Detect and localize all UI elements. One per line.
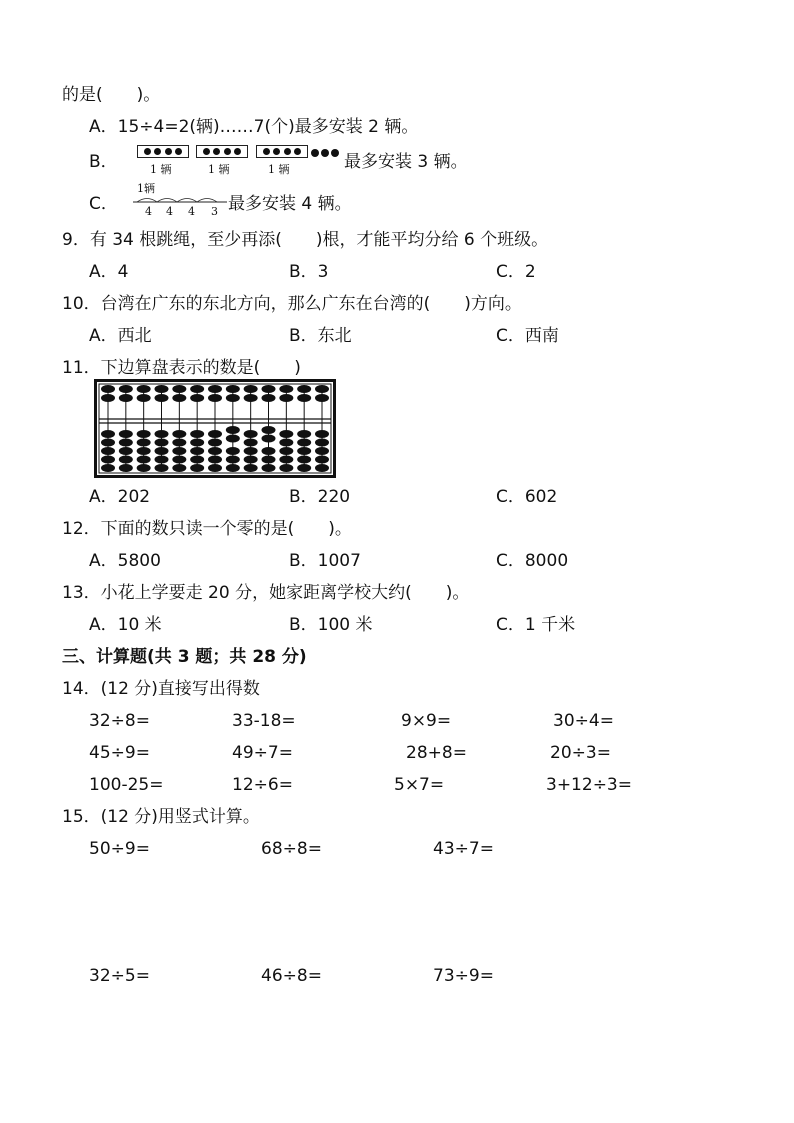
abacus-bead	[155, 385, 169, 393]
car-group-box-3	[256, 145, 308, 158]
segment-number: 4	[166, 205, 173, 218]
abacus-bead	[172, 464, 186, 472]
q15-stem: 15．(12 分)用竖式计算。	[62, 807, 260, 827]
q14-item: 33-18=	[232, 711, 296, 731]
abacus-bead	[101, 430, 115, 438]
abacus-bead	[297, 439, 311, 447]
q14-item: 30÷4=	[553, 711, 614, 731]
q14-stem: 14．(12 分)直接写出得数	[62, 679, 260, 699]
abacus-bead	[208, 456, 222, 464]
abacus-bead	[279, 385, 293, 393]
abacus-bead	[262, 385, 276, 393]
abacus-bead	[137, 430, 151, 438]
abacus-bead	[172, 430, 186, 438]
abacus-bead	[190, 447, 204, 455]
q12-option-c: C．8000	[496, 551, 569, 571]
abacus-bead	[208, 447, 222, 455]
q11-option-c: C．602	[496, 487, 558, 507]
q14-item: 28+8=	[406, 743, 467, 763]
car-group-caption-2: 1 辆	[208, 163, 230, 176]
q14-item: 5×7=	[394, 775, 445, 795]
abacus-bead	[244, 439, 258, 447]
q9-option-c: C．2	[496, 262, 536, 282]
abacus-bead	[226, 385, 240, 393]
q14-item: 12÷6=	[232, 775, 293, 795]
q13-option-c: C．1 千米	[496, 615, 576, 635]
section-heading: 三、计算题(共 3 题；共 28 分)	[62, 647, 307, 667]
abacus-bead	[155, 464, 169, 472]
abacus-bead	[226, 464, 240, 472]
abacus-bead	[155, 456, 169, 464]
q15-item: 46÷8=	[261, 966, 322, 986]
q14-item: 49÷7=	[232, 743, 293, 763]
q10-option-b: B．东北	[289, 326, 352, 346]
q15-item: 73÷9=	[433, 966, 494, 986]
q10-option-c: C．西南	[496, 326, 559, 346]
abacus-bead	[315, 430, 329, 438]
abacus-bead	[155, 394, 169, 402]
part-dot	[175, 148, 182, 155]
part-dot	[273, 148, 280, 155]
q11-option-a: A．202	[89, 487, 151, 507]
abacus-bead	[208, 439, 222, 447]
abacus-bead	[297, 456, 311, 464]
abacus-bead	[208, 394, 222, 402]
abacus-bead	[315, 394, 329, 402]
abacus-bead	[297, 385, 311, 393]
abacus-bead	[172, 447, 186, 455]
part-dot	[144, 148, 151, 155]
q10-option-a: A．西北	[89, 326, 152, 346]
abacus-bead	[262, 464, 276, 472]
abacus-bead	[208, 430, 222, 438]
part-dot	[165, 148, 172, 155]
abacus-bead	[155, 439, 169, 447]
abacus-bead	[226, 435, 240, 443]
q13-option-a: A．10 米	[89, 615, 162, 635]
q14-item: 45÷9=	[89, 743, 150, 763]
abacus-bead	[297, 464, 311, 472]
q8-stem-continuation: 的是( )。	[62, 85, 161, 105]
part-dot	[213, 148, 220, 155]
abacus-bead	[226, 394, 240, 402]
abacus-bead	[137, 447, 151, 455]
q10-stem: 10．台湾在广东的东北方向，那么广东在台湾的( )方向。	[62, 294, 522, 314]
part-dot	[284, 148, 291, 155]
abacus-bead	[101, 447, 115, 455]
abacus-bead	[137, 394, 151, 402]
abacus-bead	[137, 439, 151, 447]
q14-item: 20÷3=	[550, 743, 611, 763]
q15-item: 32÷5=	[89, 966, 150, 986]
abacus-bead	[244, 447, 258, 455]
car-group-caption-1: 1 辆	[150, 163, 172, 176]
abacus-bead	[244, 385, 258, 393]
car-group-caption-3: 1 辆	[268, 163, 290, 176]
abacus-bead	[297, 447, 311, 455]
abacus-bead	[101, 464, 115, 472]
q15-item: 50÷9=	[89, 839, 150, 859]
q14-item: 100-25=	[89, 775, 164, 795]
abacus-bead	[297, 430, 311, 438]
abacus-bead	[244, 394, 258, 402]
segment-number: 4	[188, 205, 195, 218]
q12-stem: 12．下面的数只读一个零的是( )。	[62, 519, 352, 539]
abacus-bead	[262, 394, 276, 402]
abacus-bead	[137, 385, 151, 393]
abacus-bead	[315, 439, 329, 447]
leftover-dot	[331, 149, 339, 157]
abacus-bead	[190, 385, 204, 393]
q15-item: 43÷7=	[433, 839, 494, 859]
q14-item: 3+12÷3=	[546, 775, 632, 795]
part-dot	[294, 148, 301, 155]
q11-stem: 11．下边算盘表示的数是( )	[62, 358, 301, 378]
abacus-bead	[101, 385, 115, 393]
abacus-bead	[226, 426, 240, 434]
abacus-bead	[172, 456, 186, 464]
leftover-dot	[321, 149, 329, 157]
abacus-bead	[172, 439, 186, 447]
abacus-bead	[101, 394, 115, 402]
abacus-bead	[119, 456, 133, 464]
abacus-bead	[101, 439, 115, 447]
abacus-bead	[279, 439, 293, 447]
q8-option-a: A．15÷4=2(辆)……7(个)最多安装 2 辆。	[89, 117, 419, 137]
abacus-bead	[315, 447, 329, 455]
abacus-bead	[190, 456, 204, 464]
part-dot	[203, 148, 210, 155]
abacus-bead	[172, 385, 186, 393]
abacus-bead	[208, 385, 222, 393]
abacus-bead	[137, 456, 151, 464]
q11-option-b: B．220	[289, 487, 351, 507]
abacus-bead	[279, 464, 293, 472]
abacus-bead	[279, 456, 293, 464]
abacus-bead	[226, 456, 240, 464]
abacus-bead	[262, 426, 276, 434]
part-dot	[263, 148, 270, 155]
part-dot	[234, 148, 241, 155]
q12-option-a: A．5800	[89, 551, 161, 571]
q8-option-c-text: 最多安装 4 辆。	[228, 194, 352, 214]
abacus-bead	[119, 464, 133, 472]
abacus-bead	[279, 447, 293, 455]
abacus-bead	[279, 430, 293, 438]
abacus-bead	[297, 394, 311, 402]
segment-number: 3	[211, 205, 218, 218]
car-group-box-1	[137, 145, 189, 158]
leftover-dot	[311, 149, 319, 157]
abacus-bead	[315, 464, 329, 472]
abacus-bead	[119, 430, 133, 438]
q12-option-b: B．1007	[289, 551, 361, 571]
q14-item: 9×9=	[401, 711, 452, 731]
abacus-bead	[190, 394, 204, 402]
abacus-bead	[137, 464, 151, 472]
segment-top-label: 1辆	[137, 182, 155, 195]
q9-option-b: B．3	[289, 262, 329, 282]
abacus-bead	[119, 394, 133, 402]
abacus-bead	[315, 456, 329, 464]
abacus-bead	[279, 394, 293, 402]
abacus-bead	[155, 430, 169, 438]
abacus-bead	[262, 435, 276, 443]
abacus-bead	[262, 456, 276, 464]
abacus-bead	[190, 430, 204, 438]
segment-number: 4	[145, 205, 152, 218]
abacus-bead	[208, 464, 222, 472]
q13-stem: 13．小花上学要走 20 分，她家距离学校大约( )。	[62, 583, 470, 603]
abacus-bead	[119, 385, 133, 393]
q8-option-b-label: B．	[89, 152, 118, 172]
abacus-bead	[119, 439, 133, 447]
abacus-bead	[226, 447, 240, 455]
abacus-bead	[315, 385, 329, 393]
abacus-bead	[244, 464, 258, 472]
car-group-box-2	[196, 145, 248, 158]
q8-option-c-label: C．	[89, 194, 118, 214]
q14-item: 32÷8=	[89, 711, 150, 731]
abacus-bead	[262, 447, 276, 455]
abacus-bead	[190, 464, 204, 472]
part-dot	[154, 148, 161, 155]
q9-stem: 9．有 34 根跳绳，至少再添( )根，才能平均分给 6 个班级。	[62, 230, 549, 250]
abacus-bead	[190, 439, 204, 447]
q9-option-a: A．4	[89, 262, 129, 282]
abacus-bead	[155, 447, 169, 455]
abacus-bead	[101, 456, 115, 464]
abacus-figure	[94, 379, 336, 478]
q13-option-b: B．100 米	[289, 615, 373, 635]
abacus-bead	[119, 447, 133, 455]
segment-line-icon	[131, 193, 229, 205]
abacus-bead	[244, 456, 258, 464]
q15-item: 68÷8=	[261, 839, 322, 859]
abacus-bead	[244, 430, 258, 438]
abacus-bead	[172, 394, 186, 402]
q8-option-b-text: 最多安装 3 辆。	[344, 152, 468, 172]
part-dot	[224, 148, 231, 155]
